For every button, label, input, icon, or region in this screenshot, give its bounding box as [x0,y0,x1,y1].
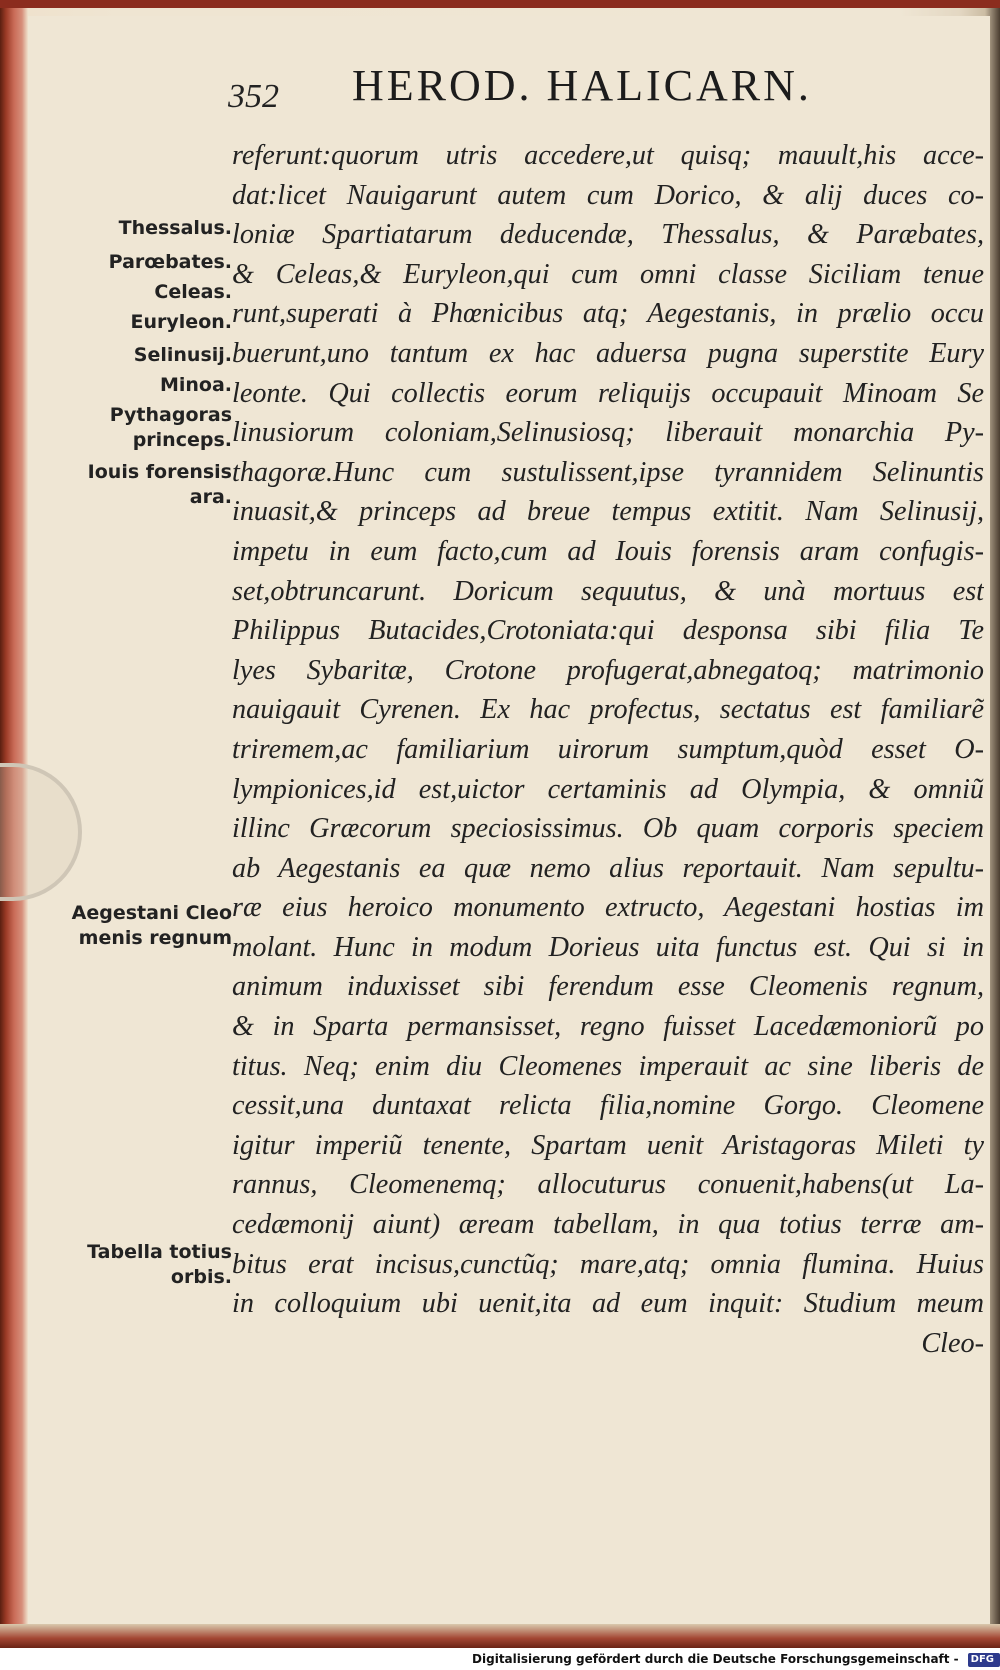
running-head: HEROD. HALICARN. [352,61,812,110]
text-line: lympionices,id est,uictor certaminis ad Olympia, & omniũ [232,773,984,805]
text-line: thagoræ.Hunc cum sustulissent,ipse tyrannidem Selinuntis [232,456,984,488]
text-line: impetu in eum facto,cum ad Iouis forensis aram confugis- [232,535,984,567]
margin-note-text: Aegestani Cleo [71,902,232,924]
catchword: Cleo- [921,1327,984,1359]
margin-note-text: Selinusij. [133,344,232,366]
text-line: cessit,una duntaxat relicta filia,nomine Gorgo. Cleomene [232,1090,984,1122]
margin-note-text: Minoa. [159,374,232,396]
digitization-footer [0,1648,1000,1670]
margin-note-celeas [52,280,232,305]
margin-note-text: ara. [189,486,232,508]
text-line: Philippus Butacides,Crotoniata:qui desponsa sibi filia Te [232,615,984,647]
margin-note-pythagoras [52,403,232,453]
margin-note-tabella [52,1240,232,1290]
text-line: ab Aegestanis ea quæ nemo alius reportauit. Nam sepultu- [232,852,984,884]
text-line: referunt:quorum utris accedere,ut quisq; mauult,his acce- [232,140,984,171]
text-line: in colloquium ubi uenit,ita ad eum inquit: Studium meum [232,1288,984,1320]
text-line: bitus erat incisus,cunctũq; mare,atq; omnia flumina. Huius [232,1248,984,1280]
margin-note-selinusij [52,343,232,368]
margin-note-paraebates [52,250,232,275]
margin-note-text: Euryleon. [130,311,232,333]
text-line: triremem,ac familiarium uirorum sumptum,quòd esset O- [232,733,984,765]
text-line: animum induxisset sibi ferendum esse Cleomenis regnum, [232,971,984,1003]
text-line: igitur imperiũ tenente, Spartam uenit Aristagoras Mileti ty [232,1129,984,1161]
dfg-logo: DFG [968,1653,1000,1667]
text-line: set,obtruncarunt. Doricum sequutus, & unà mortuus est [232,575,984,607]
page-number: 352 [228,78,279,115]
text-line: & in Sparta permansisset, regno fuisset Lacedæmoniorũ po [232,1011,984,1043]
text-line: nauigauit Cyrenen. Ex hac profectus, sectatus est familiarẽ [232,694,984,726]
margin-note-text: Parœbates. [108,251,232,273]
body-text [232,136,984,1363]
text-line: illinc Græcorum speciosissimus. Ob quam corporis speciem [232,813,984,845]
text-line: buerunt,uno tantum ex hac aduersa pugna superstite Eury [232,337,984,369]
margin-note-minoa [52,373,232,398]
page-bottom-edge [0,1624,1000,1648]
text-line: ræ eius heroico monumento extructo, Aegestani hostias im [232,892,984,924]
text-line: molant. Hunc in modum Dorieus uita functus est. Qui si in [232,931,984,963]
text-line: leonte. Qui collectis eorum reliquijs occupauit Minoam Se [232,377,984,409]
margin-note-text: orbis. [170,1266,232,1288]
text-line: & Celeas,& Euryleon,qui cum omni classe Siciliam tenue [232,258,984,290]
text-line: cedæmonij aiunt) æream tabellam, in qua totius terræ am- [232,1209,984,1241]
margin-note-text: menis regnum [78,927,232,949]
text-line: linusiorum coloniam,Selinusiosq; liberauit monarchia Py- [232,417,984,449]
margin-note-aegestani [52,901,232,951]
text-line: rannus, Cleomenemq; allocuturus conuenit,habens(ut La- [232,1169,984,1201]
margin-note-text: princeps. [132,429,232,451]
text-line: lyes Sybaritæ, Crotone profugerat,abnegatoq; matrimonio [232,654,984,686]
text-line: dat:licet Nauigarunt autem cum Dorico, & alij duces co- [232,179,984,211]
margin-note-text: Celeas. [154,281,232,303]
text-line: runt,superati à Phœnicibus atq; Aegestanis, in prælio occu [232,298,984,330]
text-line: titus. Neq; enim diu Cleomenes imperauit ac sine liberis de [232,1050,984,1082]
text-line: loniæ Spartiatarum deducendæ, Thessalus, & Paræbates, [232,219,984,251]
margin-note-euryleon [52,310,232,335]
margin-note-iouis-ara [52,460,232,510]
margin-note-text: Tabella totius [87,1241,232,1263]
footer-credit: Digitalisierung gefördert durch die Deutsche Forschungsgemeinschaft - [472,1652,959,1666]
margin-note-text: Iouis forensis [87,461,232,483]
margin-note-text: Thessalus. [118,217,232,239]
margin-note-thessalus [52,216,232,241]
margin-note-text: Pythagoras [109,404,232,426]
text-line: inuasit,& princeps ad breue tempus extitit. Nam Selinusij, [232,496,984,528]
